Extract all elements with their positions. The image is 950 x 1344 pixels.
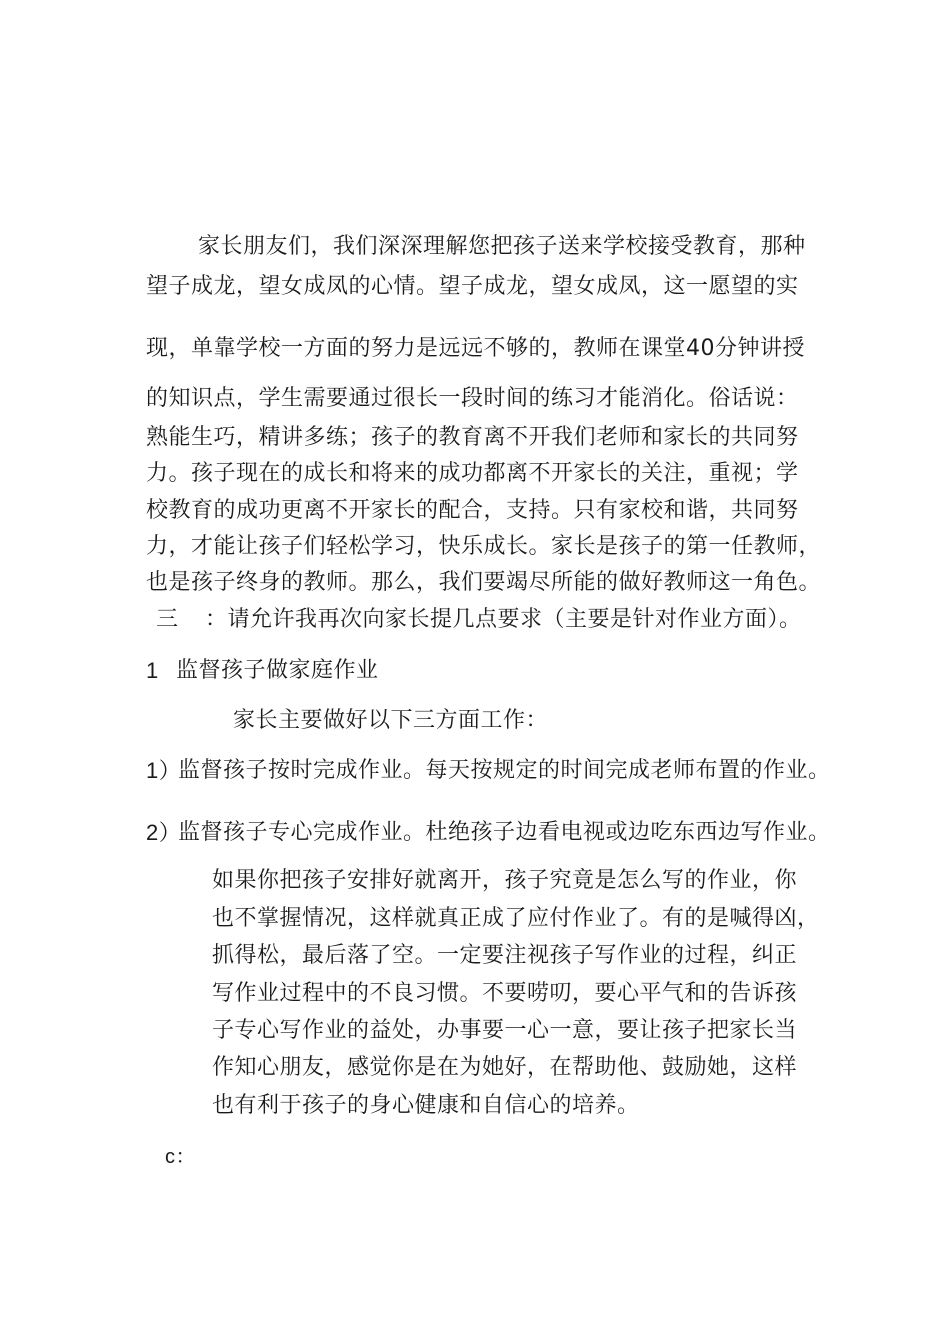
paragraph-1-line-8: 力，才能让孩子们轻松学习，快乐成长。家长是孩子的第一任教师， (146, 534, 822, 559)
paragraph-2-line-4: 写作业过程中的不良习惯。不要唠叨，要心平气和的告诉孩 (212, 981, 798, 1006)
item-1-intro: 家长主要做好以下三方面工作： (233, 708, 549, 733)
paragraph-2-line-1: 如果你把孩子安排好就离开，孩子究竟是怎么写的作业，你 (212, 868, 798, 893)
paragraph-2-line-2: 也不掌握情况，这样就真正成了应付作业了。有的是喊得凶， (212, 906, 820, 931)
section-marker: 三 (156, 607, 179, 632)
paragraph-1-line-7: 校教育的成功更离不开家长的配合，支持。只有家校和谐，共同努 (146, 498, 799, 523)
paragraph-1-line-9: 也是孩子终身的教师。那么，我们要竭尽所能的做好教师这一角色。 (146, 570, 822, 595)
paragraph-1-line-6: 力。孩子现在的成长和将来的成功都离不开家长的关注，重视；学 (146, 461, 799, 486)
paragraph-2-line-5: 子专心写作业的益处，办事要一心一意，要让孩子把家长当 (212, 1018, 798, 1043)
paragraph-1-line-3: 现，单靠学校一方面的努力是远远不够的，教师在课堂40分钟讲授 (146, 336, 805, 361)
trailing-label: c： (165, 1146, 196, 1168)
section-text: ：请允许我再次向家长提几点要求（主要是针对作业方面）。 (205, 607, 802, 632)
paragraph-2-line-3: 抓得松，最后落了空。一定要注视孩子写作业的过程，纠正 (212, 943, 798, 968)
paragraph-1-line-5: 熟能生巧，精讲多练；孩子的教育离不开我们老师和家长的共同努 (146, 425, 799, 450)
paragraph-1-line-4: 的知识点，学生需要通过很长一段时间的练习才能消化。俗话说： (146, 386, 799, 411)
sub-item-1-number: 1） (146, 758, 182, 783)
item-1-title: 监督孩子做家庭作业 (176, 658, 379, 683)
paragraph-1-line-2: 望子成龙，望女成凤的心情。望子成龙，望女成凤，这一愿望的实 (146, 274, 799, 299)
sub-item-1-text: 监督孩子按时完成作业。每天按规定的时间完成老师布置的作业。 (178, 758, 831, 783)
paragraph-2-line-7: 也有利于孩子的身心健康和自信心的培养。 (212, 1093, 640, 1118)
paragraph-2-line-6: 作知心朋友，感觉你是在为她好，在帮助他、鼓励她，这样 (212, 1055, 798, 1080)
sub-item-2-number: 2） (146, 820, 182, 845)
paragraph-1-line-1: 家长朋友们，我们深深理解您把孩子送来学校接受教育，那种 (198, 234, 806, 259)
sub-item-2-text: 监督孩子专心完成作业。杜绝孩子边看电视或边吃东西边写作业。 (178, 820, 831, 845)
item-1-number: 1 (146, 658, 159, 683)
